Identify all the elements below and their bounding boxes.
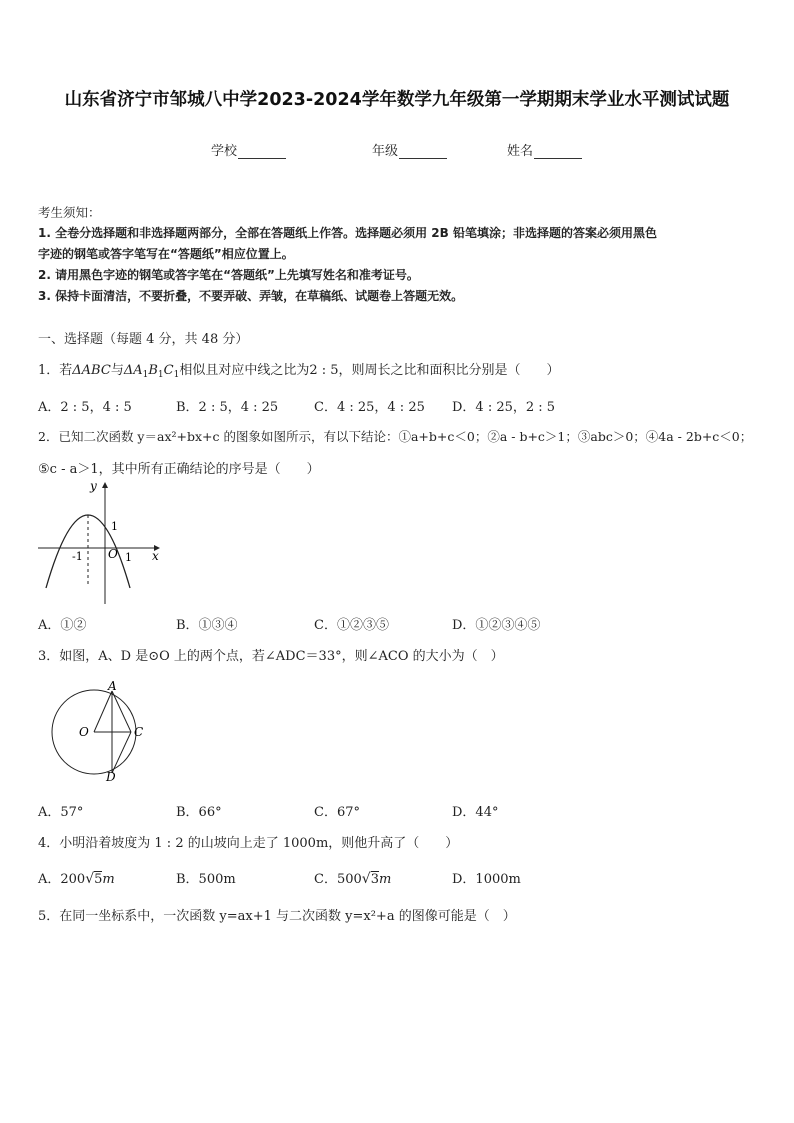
question-4: 4．小明沿着坡度为 1 : 2 的山坡向上走了 1000m，则他升高了（ ）	[38, 836, 459, 851]
grade-field[interactable]	[372, 140, 447, 159]
label-c: C	[134, 725, 144, 739]
segment-ac	[112, 691, 131, 732]
q1-sub-b: 1	[157, 370, 164, 380]
label-x: x	[152, 549, 159, 563]
q4-option-a[interactable]	[38, 868, 115, 887]
q3-option-d[interactable]: D．44°	[452, 805, 499, 820]
q4-option-b[interactable]: B．500m	[176, 872, 236, 887]
q4-a-radicand: 5	[94, 872, 103, 887]
q4-a-unit: m	[102, 872, 115, 887]
school-label: 学校	[211, 144, 238, 159]
q2-option-a[interactable]: A．①②	[38, 618, 87, 633]
q4-c-label: C．	[314, 872, 337, 887]
question-2-line-2: ⑤c - a＞1，其中所有正确结论的序号是（ ）	[38, 462, 320, 477]
sqrt-icon: √	[85, 871, 95, 887]
q4-a-label: A．	[38, 872, 61, 887]
segment-dc	[112, 732, 131, 773]
name-blank[interactable]	[534, 144, 582, 159]
sqrt-icon: √	[361, 871, 371, 887]
notice-line-1a: 1. 全卷分选择题和非选择题两部分，全部在答题纸上作答。选择题必须用 2B 铅笔填涂；非选择题的答案必须用黑色	[38, 226, 657, 240]
q3-option-c[interactable]: C．67°	[314, 805, 360, 820]
label-origin: O	[108, 547, 118, 561]
notice-line-3: 3. 保持卡面清洁，不要折叠，不要弄破、弄皱，在草稿纸、试题卷上答题无效。	[38, 289, 464, 303]
label-y: y	[90, 479, 97, 493]
label-minus-one: -1	[72, 550, 83, 563]
q1-sub-a: 1	[142, 370, 149, 380]
label-o: O	[79, 725, 89, 739]
q1-mid: 与	[110, 363, 124, 378]
q2-parabola-graph	[34, 478, 164, 608]
q1-end: ，则周长之比和面积比分别是（ ）	[338, 363, 560, 378]
q4-option-d[interactable]: D．1000m	[452, 872, 521, 887]
school-blank[interactable]	[238, 144, 286, 159]
q1-b: B	[148, 363, 158, 378]
label-d: D	[106, 770, 116, 784]
section-heading: 一、选择题（每题 4 分，共 48 分）	[38, 332, 249, 347]
q1-pre: 1．若	[38, 363, 73, 378]
q1-option-c[interactable]: C．4 : 25，4 : 25	[314, 400, 425, 415]
q1-triangle-abc: ΔABC	[72, 363, 111, 378]
school-field[interactable]	[211, 140, 286, 159]
q1-option-a[interactable]: A．2 : 5，4 : 5	[38, 400, 132, 415]
grade-blank[interactable]	[399, 144, 447, 159]
q1-triangle-a1: ΔA	[123, 363, 143, 378]
segment-oa	[94, 691, 112, 732]
q1-option-d[interactable]: D．4 : 25，2 : 5	[452, 400, 556, 415]
label-one-y: 1	[111, 520, 118, 533]
notice-line-1b: 字迹的钢笔或答字笔写在“答题纸”相应位置上。	[38, 247, 294, 261]
label-one-x: 1	[125, 551, 132, 564]
q1-sub-c: 1	[173, 370, 180, 380]
q1-c: C	[163, 363, 174, 378]
y-axis-arrow	[102, 482, 108, 488]
question-1	[38, 359, 560, 380]
q1-ratio: 2 : 5	[309, 363, 339, 378]
grade-label: 年级	[372, 144, 399, 159]
q1-option-b[interactable]: B．2 : 5，4 : 25	[176, 400, 279, 415]
q2-option-c[interactable]: C．①②③⑤	[314, 618, 389, 633]
name-label: 姓名	[507, 144, 534, 159]
q2-option-d[interactable]: D．①②③④⑤	[452, 618, 541, 633]
q1-post: 相似且对应中线之比为	[179, 363, 310, 378]
question-3: 3．如图，A、D 是⊙O 上的两个点，若∠ADC＝33°，则∠ACO 的大小为（ ）	[38, 649, 504, 664]
notice-heading: 考生须知：	[38, 205, 101, 220]
q4-c-unit: m	[378, 872, 392, 887]
notice-line-2: 2. 请用黑色字迹的钢笔或答字笔在“答题纸”上先填写姓名和准考证号。	[38, 268, 419, 282]
question-5: 5．在同一坐标系中，一次函数 y=ax+1 与二次函数 y=x²+a 的图像可能是（ ）	[38, 909, 516, 924]
q3-option-b[interactable]: B．66°	[176, 805, 222, 820]
q2-option-b[interactable]: B．①③④	[176, 618, 238, 633]
q3-circle-figure	[46, 678, 156, 784]
q4-c-radicand: 3	[370, 872, 379, 887]
name-field[interactable]	[507, 140, 582, 159]
question-2-line-1: 2．已知二次函数 y＝ax²+bx+c 的图象如图所示，有以下结论：①a+b+c＜0；②a - b+c＞1；③abc＞0；④4a - 2b+c＜0；	[38, 429, 753, 444]
q3-option-a[interactable]: A．57°	[38, 805, 84, 820]
page-title: 山东省济宁市邹城八中学2023-2024学年数学九年级第一学期期末学业水平测试试题	[64, 90, 730, 110]
q4-option-c[interactable]	[314, 868, 391, 887]
q4-c-number: 500	[336, 872, 362, 887]
label-a: A	[108, 679, 117, 693]
q4-a-number: 200	[60, 872, 86, 887]
